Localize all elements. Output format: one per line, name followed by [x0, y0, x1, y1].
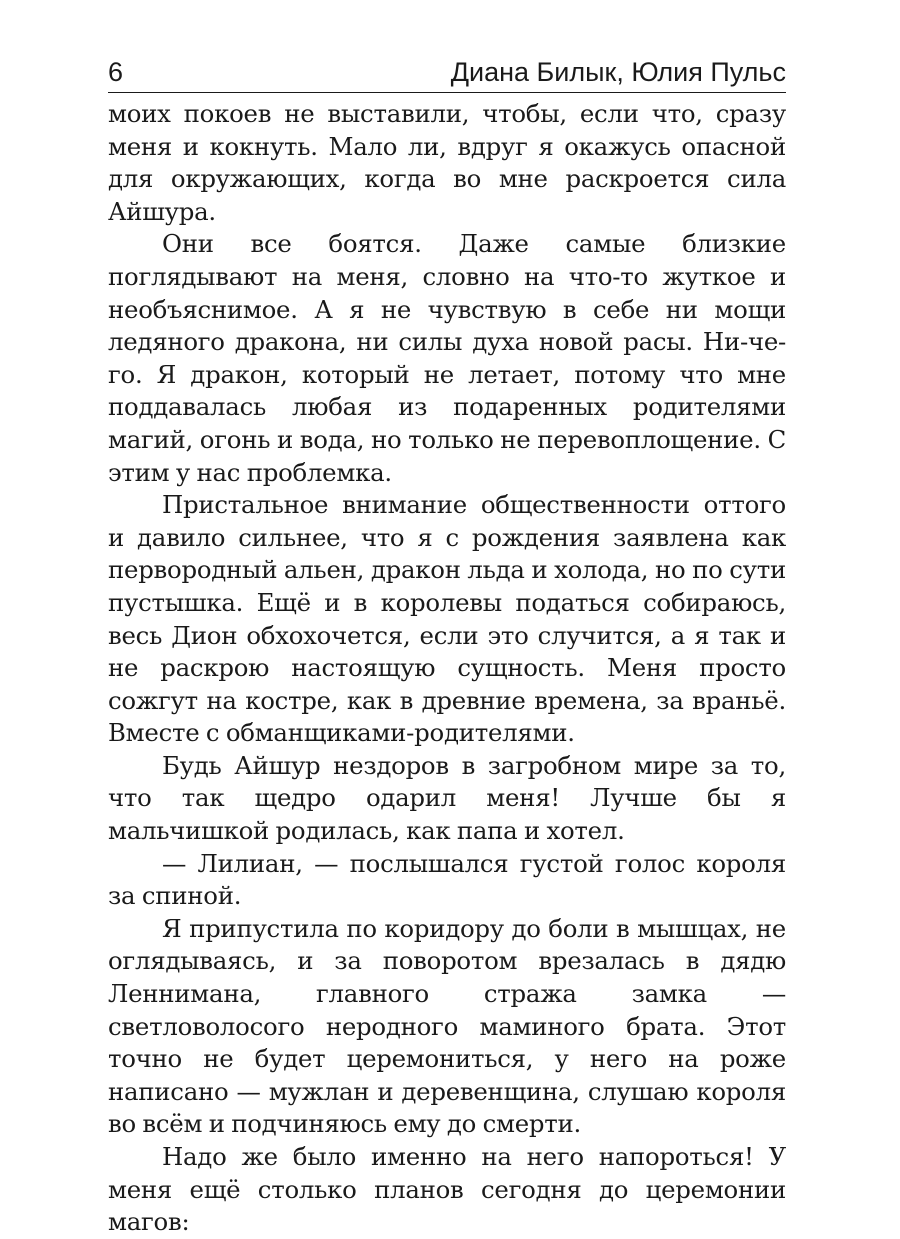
- book-page: [108, 0, 786, 1237]
- paragraph: Пристальное внимание общественности оттого и давило сильнее, что я с рождения заявлена как первородный альен, дракон льда и холода, но по сути пустышка. Ещё и в королевы податься собираюсь, весь Дион обхохочется, если это случится, а я так и не раскрою настоящую сущность. Меня просто сожгут на костре, как в древние времена, за враньё. Вместе с обманщиками-родителями.: [108, 490, 786, 748]
- paragraph: Надо же было именно на него напороться! У меня ещё столько планов сегодня до церемонии магов:: [108, 1142, 786, 1237]
- running-title: Диана Билык, Юлия Пульс: [450, 57, 786, 87]
- page-number: 6: [108, 57, 124, 87]
- body-text: [108, 98, 786, 1239]
- running-head: [108, 52, 786, 93]
- paragraph: Будь Айшур нездоров в загробном мире за то, что так щедро одарил меня! Лучше бы я мальчишкой родилась, как папа и хотел.: [108, 750, 786, 846]
- paragraph: Я припустила по коридору до боли в мышцах, не оглядываясь, и за поворотом врезалась в дядю Леннимана, главного стража замка — светловолосого неродного маминого брата. Этот точно не будет церемониться, у него на роже написано — мужлан и деревенщина, слушаю короля во всём и подчиняюсь ему до смерти.: [108, 913, 786, 1139]
- paragraph: Они все боятся. Даже самые близкие поглядывают на меня, словно на что-то жуткое и необъяснимое. А я не чувствую в себе ни мощи ледяного дракона, ни силы духа новой расы. Ни-че-го. Я дракон, который не летает, потому что мне поддавалась любая из подаренных родителями магий, огонь и вода, но только не перевоплощение. С этим у нас проблемка.: [108, 229, 786, 487]
- paragraph: моих покоев не выставили, чтобы, если что, сразу меня и кокнуть. Мало ли, вдруг я окажусь опасной для окружающих, когда во мне раскроется сила Айшура.: [108, 99, 786, 226]
- paragraph: — Лилиан, — послышался густой голос короля за спиной.: [108, 848, 786, 911]
